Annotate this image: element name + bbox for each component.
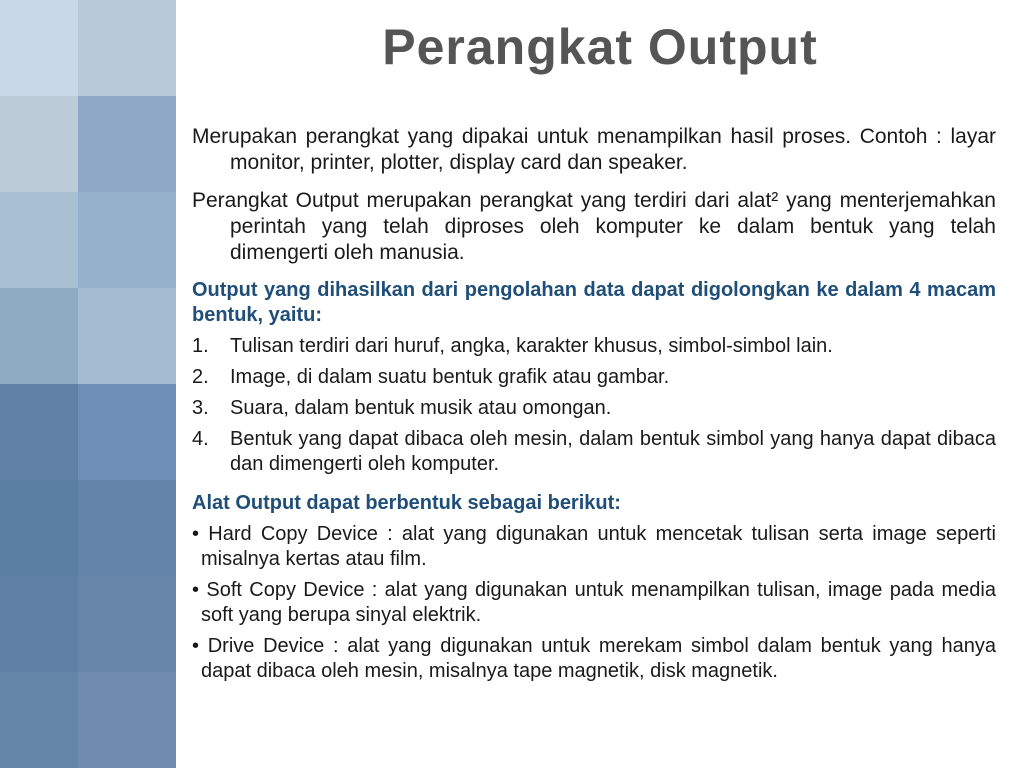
list-item-text: Soft Copy Device : alat yang digunakan untuk menampilkan tulisan, image pada media soft yang berupa sinyal elektrik. xyxy=(201,579,996,626)
bullet-icon: • xyxy=(192,635,200,657)
mosaic-tile xyxy=(78,672,176,768)
list-number: 1. xyxy=(192,335,209,357)
list-number: 3. xyxy=(192,397,209,419)
output-devices-heading: Alat Output dapat berbentuk sebagai berikut: xyxy=(192,492,621,514)
list-item-text: Image, di dalam suatu bentuk grafik atau gambar. xyxy=(230,366,670,388)
list-item xyxy=(192,634,996,684)
slide-content xyxy=(192,124,996,690)
output-forms-section xyxy=(192,278,996,684)
mosaic-tile xyxy=(78,0,176,96)
mosaic-tile xyxy=(78,288,176,384)
list-number: 4. xyxy=(192,428,209,450)
mosaic-tile xyxy=(0,192,78,288)
mosaic-tile xyxy=(78,192,176,288)
slide-title: Perangkat Output xyxy=(382,19,818,75)
mosaic-tile xyxy=(78,384,176,480)
mosaic-tile xyxy=(0,480,78,576)
output-devices-list xyxy=(192,522,996,684)
list-item-text: Bentuk yang dapat dibaca oleh mesin, dalam bentuk simbol yang hanya dapat dibaca dan dimengerti oleh komputer. xyxy=(230,428,996,475)
bullet-icon: • xyxy=(192,523,200,545)
list-item-text: Tulisan terdiri dari huruf, angka, karakter khusus, simbol-simbol lain. xyxy=(230,335,833,357)
mosaic-tile xyxy=(78,480,176,576)
list-item-text: Drive Device : alat yang digunakan untuk merekam simbol dalam bentuk yang hanya dapat dibaca oleh mesin, misalnya tape magnetik, disk magnetik. xyxy=(201,635,996,682)
list-item xyxy=(192,522,996,572)
list-item xyxy=(192,578,996,628)
list-item-text: Hard Copy Device : alat yang digunakan untuk mencetak tulisan serta image seperti misalnya kertas atau film. xyxy=(201,523,996,570)
mosaic-tile xyxy=(0,576,78,672)
mosaic-tile xyxy=(78,96,176,192)
definition-paragraph: Perangkat Output merupakan perangkat yang terdiri dari alat² yang menterjemahkan perintah yang telah diproses oleh komputer ke dalam bentuk yang telah dimengerti oleh manusia. xyxy=(192,189,996,264)
intro-paragraph: Merupakan perangkat yang dipakai untuk menampilkan hasil proses. Contoh : layar monitor, printer, plotter, display card dan speaker. xyxy=(192,125,996,174)
list-number: 2. xyxy=(192,366,209,388)
list-item xyxy=(192,396,996,421)
list-item xyxy=(192,365,996,390)
list-item xyxy=(192,334,996,359)
output-forms-heading: Output yang dihasilkan dari pengolahan data dapat digolongkan ke dalam 4 macam bentuk, yaitu: xyxy=(192,279,996,326)
mosaic-tile xyxy=(0,288,78,384)
mosaic-tile xyxy=(0,96,78,192)
bullet-icon: • xyxy=(192,579,200,601)
output-forms-list xyxy=(192,334,996,477)
list-item xyxy=(192,427,996,477)
list-item-text: Suara, dalam bentuk musik atau omongan. xyxy=(230,397,612,419)
mosaic-tile xyxy=(0,384,78,480)
mosaic-tile xyxy=(0,672,78,768)
mosaic-tile xyxy=(0,0,78,96)
mosaic-tile xyxy=(78,576,176,672)
decorative-mosaic xyxy=(0,0,176,768)
